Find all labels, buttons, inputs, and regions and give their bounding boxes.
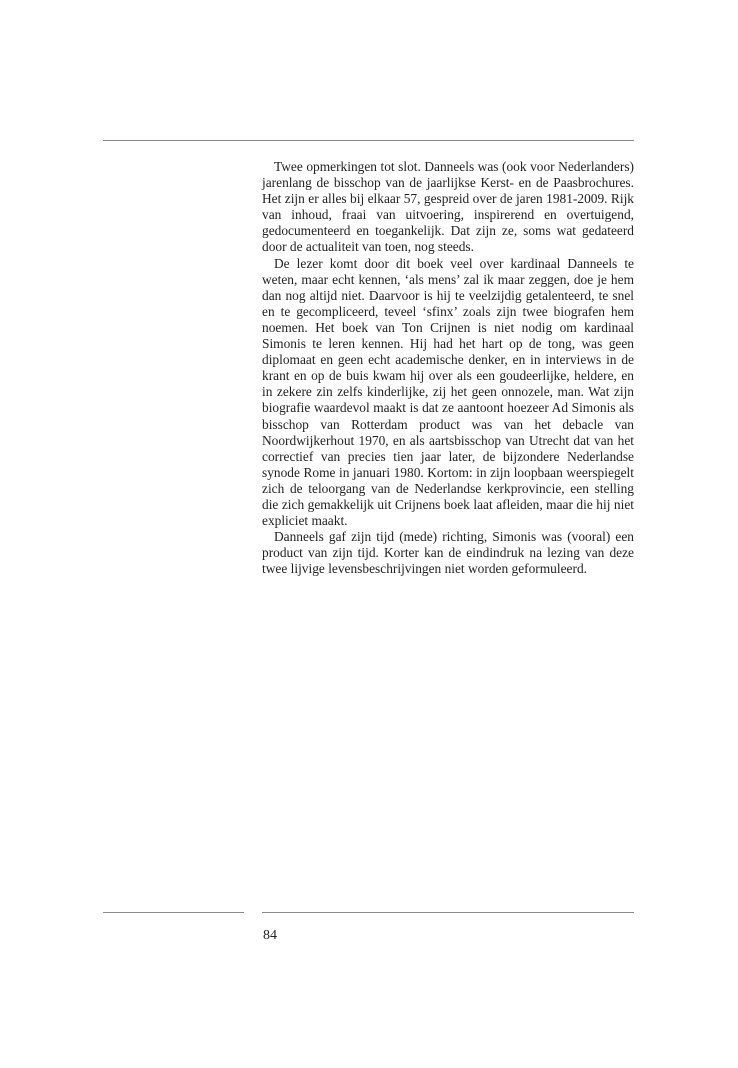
body-text <box>262 159 634 577</box>
page-number: 84 <box>263 928 277 943</box>
paragraph-1: Twee opmerkingen tot slot. Danneels was (ook voor Nederlanders) jarenlang de bisschop van de jaarlijkse Kerst- en de Paasbrochures. Het zijn er alles bij elkaar 57, gespreid over de jaren 1981-2009. Rijk van inhoud, fraai van uitvoering, inspirerend en overtuigend, gedocumenteerd en toegankelijk. Dat zijn ze, soms wat gedateerd door de actualiteit van toen, nog steeds. <box>262 159 634 255</box>
footer-rule-left <box>103 912 244 913</box>
header-rule <box>103 140 634 141</box>
paragraph-2: De lezer komt door dit boek veel over kardinaal Danneels te weten, maar echt kennen, ‘als mens’ zal ik maar zeggen, doe je hem dan nog altijd niet. Daarvoor is hij te veelzijdig getalenteerd, te snel en te gecompliceerd, teveel ‘sfinx’ zoals zijn twee biografen hem noemen. Het boek van Ton Crijnen is niet nodig om kardinaal Simonis te leren kennen. Hij had het hart op de tong, was geen diplomaat en geen echt academische denker, en in interviews in de krant en op de buis kwam hij over als een goudeerlijke, heldere, en in zekere zin zelfs kinderlijke, zij het geen onnozele, man. Wat zijn biografie waardevol maakt is dat ze aantoont hoezeer Ad Simonis als bisschop van Rotterdam product was van het debacle van Noordwijkerhout 1970, en als aartsbisschop van Utrecht dat van het correctief van precies tien jaar later, de bijzondere Nederlandse synode Rome in januari 1980. Kortom: in zijn loopbaan weerspiegelt zich de teloorgang van de Nederlandse kerkprovincie, een stelling die zich gemakkelijk uit Crijnens boek laat afleiden, maar die hij niet expliciet maakt. <box>262 255 634 529</box>
paragraph-3: Danneels gaf zijn tijd (mede) richting, Simonis was (vooral) een product van zijn tijd. Korter kan de eindindruk na lezing van deze twee lijvige levensbeschrijvingen niet worden geformuleerd. <box>262 529 634 577</box>
footer-rule-right <box>262 912 634 913</box>
